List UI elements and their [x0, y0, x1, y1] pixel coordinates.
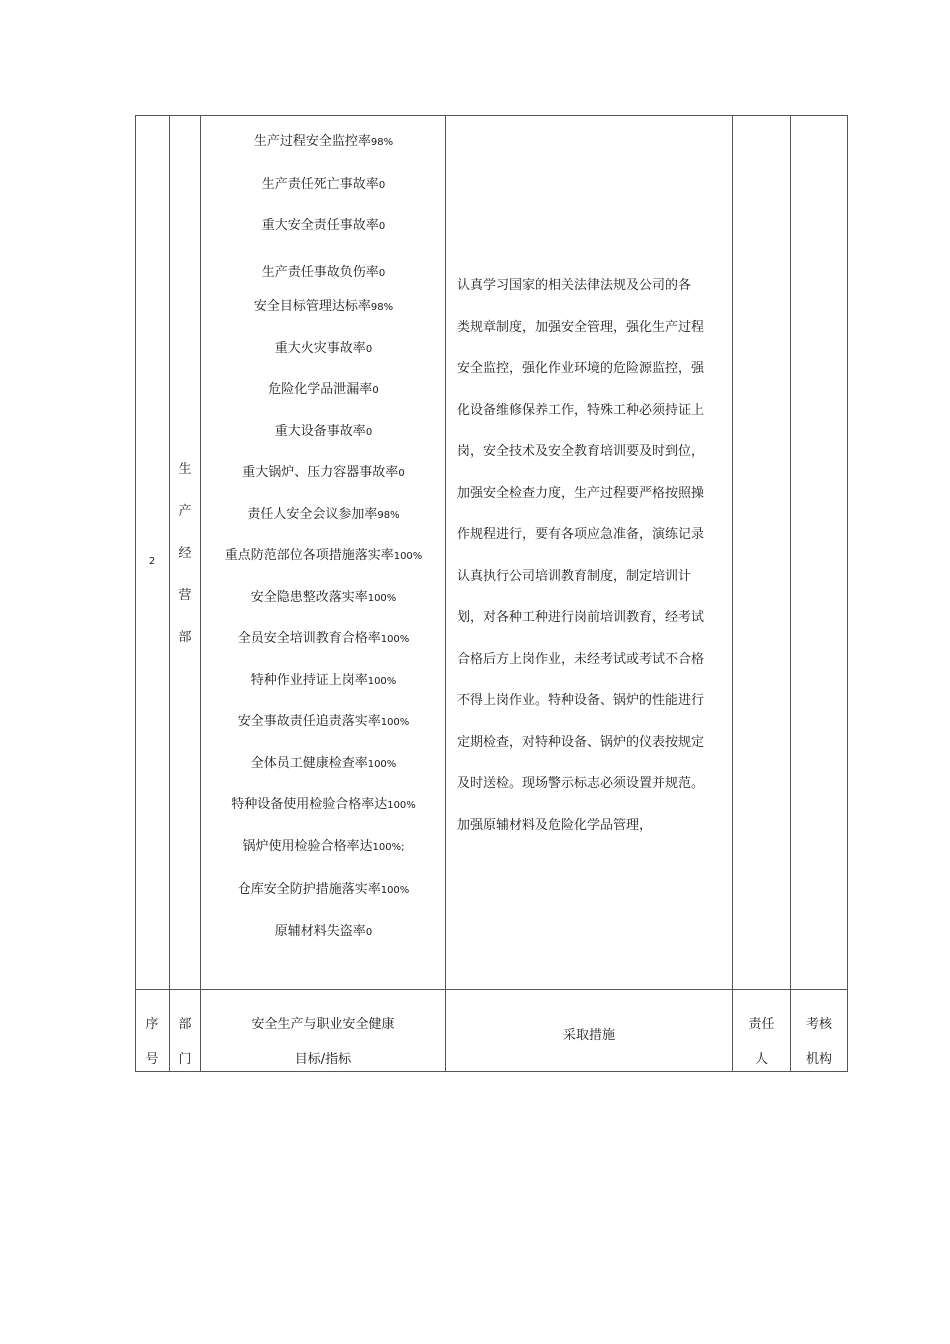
- target-item: 重大安全责任事故率0: [261, 218, 386, 233]
- header-owner: 责任 人: [748, 1017, 775, 1067]
- header-seq: 序 号: [145, 1017, 159, 1067]
- measures-line: 合格后方上岗作业，未经考试或考试不合格: [457, 651, 705, 667]
- target-item: 生产责任死亡事故率0: [261, 177, 386, 192]
- header-separator: [135, 989, 848, 990]
- table-border-top: [135, 115, 848, 116]
- target-item: 安全目标管理达标率98%: [253, 299, 394, 314]
- col-line: [790, 115, 791, 1072]
- measures-line: 及时送检。现场警示标志必须设置并规范。: [457, 776, 705, 791]
- header-assess: 考核 机构: [805, 1017, 832, 1067]
- measures-line: 定期检查，对特种设备、锅炉的仪表按规定: [457, 734, 705, 750]
- measures-text: [457, 275, 733, 856]
- col-line: [847, 115, 848, 1072]
- target-item: 安全事故责任追责落实率100%: [237, 714, 410, 729]
- target-item: 重大设备事故率0: [274, 424, 373, 439]
- target-item: 全员安全培训教育合格率100%: [237, 631, 410, 646]
- target-item: 重大锅炉、压力容器事故率0: [242, 465, 405, 480]
- header-target: 安全生产与职业安全健康 目标/指标: [251, 1017, 395, 1067]
- row-seq: 2: [148, 556, 156, 567]
- measures-line: 化设备维修保养工作，特殊工种必须持证上: [457, 402, 705, 418]
- dept-char: 产: [178, 504, 192, 519]
- target-item: 重大火灾事故率0: [274, 341, 373, 356]
- col-line: [135, 115, 136, 1072]
- measures-line: 加强安全检查力度，生产过程要严格按照操: [457, 485, 705, 501]
- target-item: 危险化学品泄漏率0: [268, 382, 379, 397]
- target-item: 锅炉使用检验合格率达100%;: [242, 839, 405, 854]
- measures-line: 认真执行公司培训教育制度，制定培训计: [457, 568, 692, 584]
- target-item: 安全隐患整改落实率100%: [250, 590, 397, 605]
- measures-line: 类规章制度，加强安全管理，强化生产过程: [457, 319, 705, 335]
- target-item: 责任人安全会议参加率98%: [247, 507, 400, 522]
- dept-char: 部: [178, 630, 192, 645]
- target-item: 特种设备使用检验合格率达100%: [231, 797, 416, 812]
- target-item: 原辅材料失盗率0: [274, 924, 373, 939]
- target-item: 重点防范部位各项措施落实率100%: [224, 548, 423, 563]
- header-dept: 部 门: [178, 1017, 192, 1067]
- target-item: 全体员工健康检查率100%: [250, 756, 397, 771]
- row-department: [170, 449, 200, 659]
- measures-line: 认真学习国家的相关法律法规及公司的各: [457, 278, 692, 293]
- measures-line: 加强原辅材料及危险化学品管理，: [457, 817, 653, 833]
- measures-line: 作规程进行，要有各项应急准备，演练记录: [457, 527, 705, 542]
- dept-char: 营: [178, 588, 192, 603]
- target-item: 生产过程安全监控率98%: [253, 134, 394, 149]
- measures-line: 不得上岗作业。特种设备、锅炉的性能进行: [457, 693, 705, 708]
- measures-line: 安全监控，强化作业环境的危险源监控，强: [457, 361, 705, 376]
- measures-line: 岗，安全技术及安全教育培训要及时到位，: [457, 444, 705, 459]
- dept-char: 经: [178, 546, 192, 561]
- measures-line: 划，对各种工种进行岗前培训教育，经考试: [457, 610, 705, 625]
- safety-target-table: [135, 115, 848, 1072]
- dept-char: 生: [178, 462, 192, 477]
- target-item: 生产责任事故负伤率0: [261, 265, 386, 280]
- target-item: 特种作业持证上岗率100%: [250, 673, 397, 688]
- header-measures: 采取措施: [562, 1028, 615, 1043]
- target-item: 仓库安全防护措施落实率100%: [237, 882, 410, 897]
